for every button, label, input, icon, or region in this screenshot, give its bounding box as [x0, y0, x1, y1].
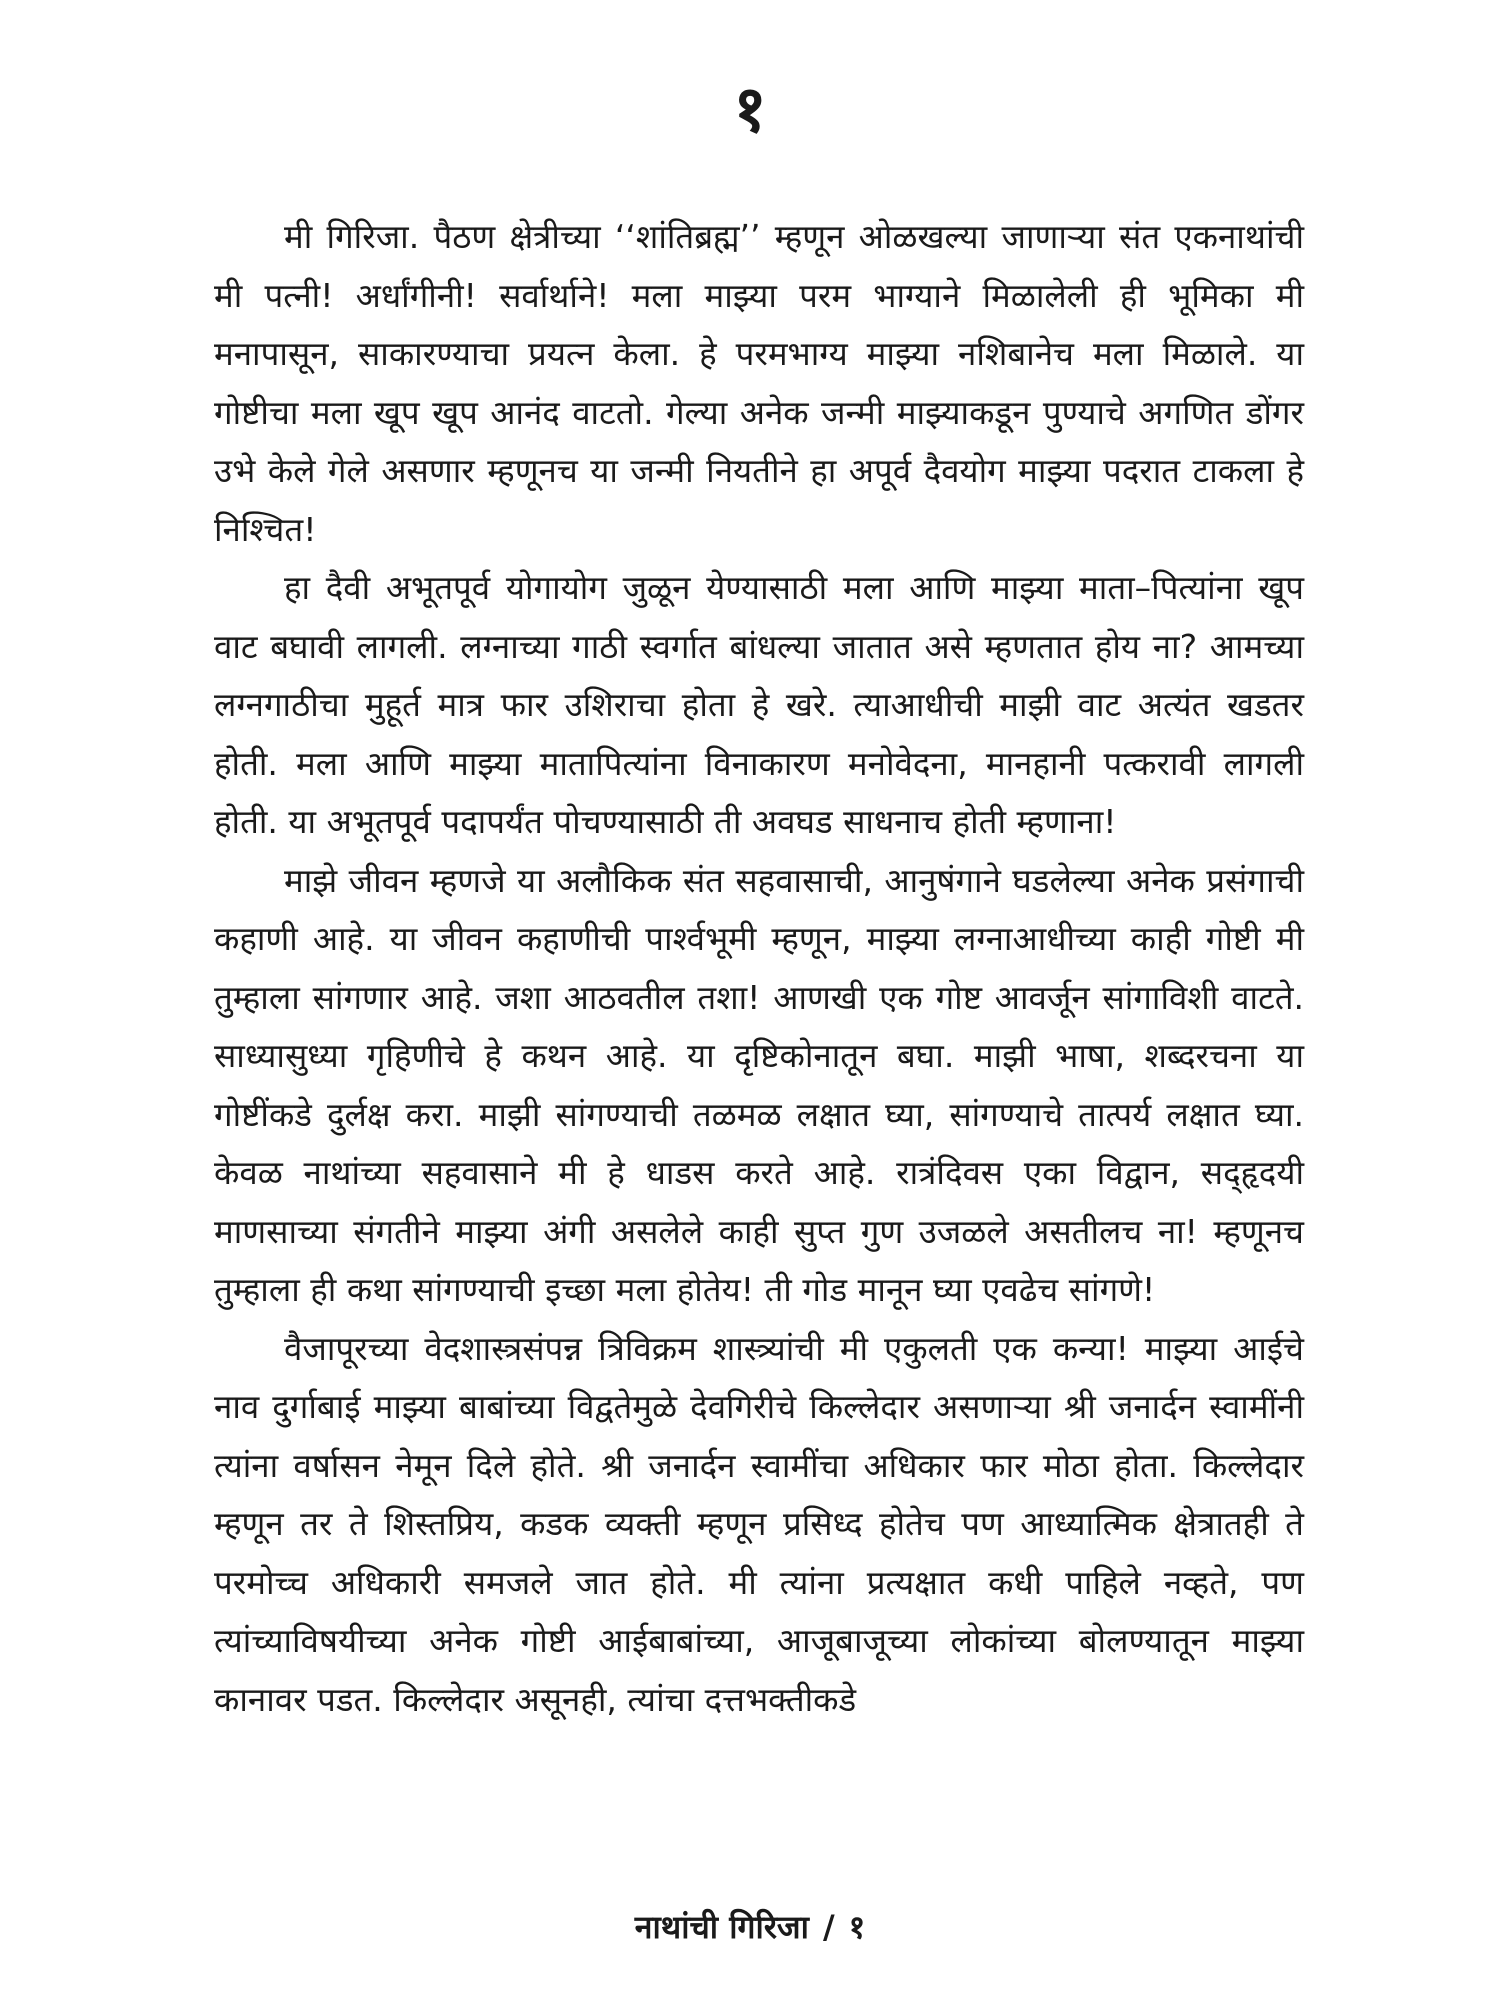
- paragraph-1: मी गिरिजा. पैठण क्षेत्रीच्या ‘‘शांतिब्रह्म’’ म्हणून ओळखल्या जाणाऱ्या संत एकनाथांची मी पत्नी! अर्धांगीनी! सर्वार्थाने! मला माझ्या परम भाग्याने मिळालेली ही भूमिका मी मनापासून, साकारण्याचा प्रयत्न केला. हे परमभाग्य माझ्या नशिबानेच मला मिळाले. या गोष्टीचा मला खूप खूप आनंद वाटतो. गेल्या अनेक जन्मी माझ्याकडून पुण्याचे अगणित डोंगर उभे केले गेले असणार म्हणूनच या जन्मी नियतीने हा अपूर्व दैवयोग माझ्या पदरात टाकला हे निश्चित!: [214, 217, 1304, 549]
- chapter-number: १: [733, 73, 767, 147]
- footer-separator: /: [822, 1908, 835, 1946]
- paragraph-2: हा दैवी अभूतपूर्व योगायोग जुळून येण्यासाठी मला आणि माझ्या माता–पित्यांना खूप वाट बघावी लागली. लग्नाच्या गाठी स्वर्गात बांधल्या जातात असे म्हणतात होय ना? आमच्या लग्नगाठीचा मुहूर्त मात्र फार उशिराचा होता हे खरे. त्याआधीची माझी वाट अत्यंत खडतर होती. मला आणि माझ्या मातापित्यांना विनाकारण मनोवेदना, मानहानी पत्करावी लागली होती. या अभूतपूर्व पदापर्यंत पोचण्यासाठी ती अवघड साधनाच होती म्हणाना!: [214, 568, 1304, 841]
- paragraph-3: माझे जीवन म्हणजे या अलौकिक संत सहवासाची, आनुषंगाने घडलेल्या अनेक प्रसंगाची कहाणी आहे. या जीवन कहाणीची पार्श्वभूमी म्हणून, माझ्या लग्नाआधीच्या काही गोष्टी मी तुम्हाला सांगणार आहे. जशा आठवतील तशा! आणखी एक गोष्ट आवर्जून सांगाविशी वाटते. साध्यासुध्या गृहिणीचे हे कथन आहे. या दृष्टिकोनातून बघा. माझी भाषा, शब्दरचना या गोष्टींकडे दुर्लक्ष करा. माझी सांगण्याची तळमळ लक्षात घ्या, सांगण्याचे तात्पर्य लक्षात घ्या. केवळ नाथांच्या सहवासाने मी हे धाडस करते आहे. रात्रंदिवस एका विद्वान, सद्हृदयी माणसाच्या संगतीने माझ्या अंगी असलेले काही सुप्त गुण उजळले असतीलच ना! म्हणूनच तुम्हाला ही कथा सांगण्याची इच्छा मला होतेय! ती गोड मानून घ्या एवढेच सांगणे!: [214, 860, 1304, 1309]
- footer-book-title: नाथांची गिरिजा: [634, 1908, 809, 1946]
- chapter-body: [214, 208, 1304, 1729]
- paragraph-4: वैजापूरच्या वेदशास्त्रसंपन्न त्रिविक्रम शास्त्र्यांची मी एकुलती एक कन्या! माझ्या आईचे नाव दुर्गाबाई माझ्या बाबांच्या विद्वतेमुळे देवगिरीचे किल्लेदार असणाऱ्या श्री जनार्दन स्वामींनी त्यांना वर्षासन नेमून दिले होते. श्री जनार्दन स्वामींचा अधिकार फार मोठा होता. किल्लेदार म्हणून तर ते शिस्तप्रिय, कडक व्यक्ती म्हणून प्रसिध्द होतेच पण आध्यात्मिक क्षेत्रातही ते परमोच्च अधिकारी समजले जात होते. मी त्यांना प्रत्यक्षात कधी पाहिले नव्हते, पण त्यांच्याविषयीच्या अनेक गोष्टी आईबाबांच्या, आजूबाजूच्या लोकांच्या बोलण्यातून माझ्या कानावर पडत. किल्लेदार असूनही, त्यांचा दत्तभक्तीकडे: [214, 1328, 1304, 1719]
- page-footer: [0, 1905, 1500, 1949]
- footer-page-number: १: [848, 1908, 866, 1946]
